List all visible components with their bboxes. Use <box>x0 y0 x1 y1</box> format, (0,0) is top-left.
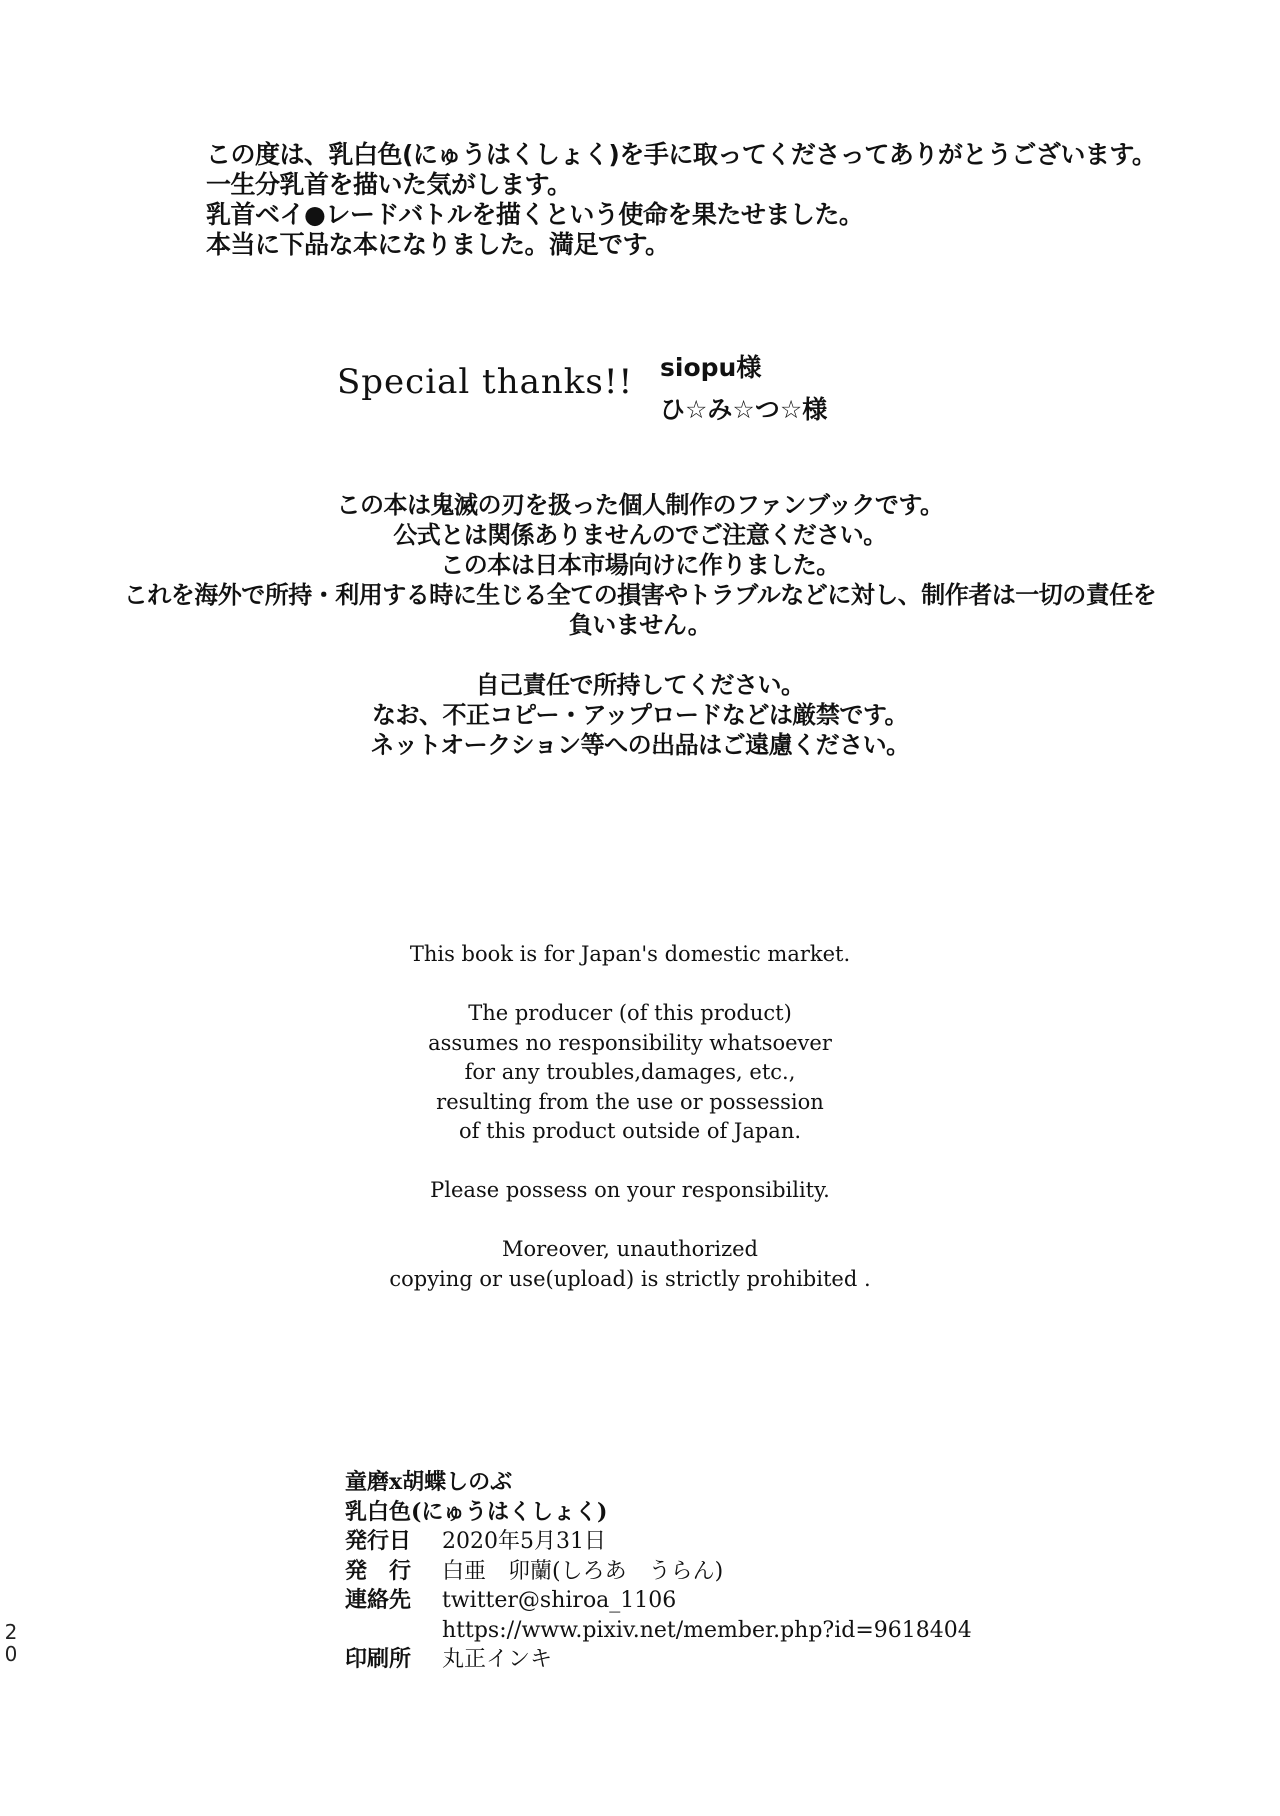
english-line: copying or use(upload) is strictly prohibited . <box>389 1266 871 1291</box>
contact-twitter: twitter@shiroa_1106 <box>442 1588 677 1613</box>
page-number-digit: 2 <box>4 1620 18 1644</box>
afterword-line: 乳首ベイ●レードバトルを描くという使命を果たせました。 <box>206 200 864 229</box>
english-line: assumes no responsibility whatsoever <box>428 1030 832 1055</box>
paragraph-gap <box>380 1147 880 1177</box>
special-thanks-title: Special thanks!! <box>337 362 634 402</box>
colophon-printer-row <box>345 1645 972 1675</box>
page-number-digit: 0 <box>4 1642 18 1666</box>
publisher-value: 白亜 卯蘭(しろあ うらん) <box>442 1558 724 1584</box>
contact-spacer <box>345 1616 442 1646</box>
colophon <box>345 1468 972 1675</box>
disclaimer-line: 公式とは関係ありませんのでご注意ください。 <box>393 521 887 549</box>
thanks-name: ひ☆み☆つ☆様 <box>660 395 828 424</box>
afterword-line: 一生分乳首を描いた気がします。 <box>206 170 572 199</box>
colophon-title: 乳白色(にゅうはくしょく) <box>345 1498 608 1525</box>
contact-pixiv: https://www.pixiv.net/member.php?id=9618404 <box>442 1617 972 1643</box>
afterword <box>206 140 1156 260</box>
disclaimer-line: 負いません。 <box>568 611 712 639</box>
afterword-line: 本当に下品な本になりました。満足です。 <box>206 230 670 259</box>
japanese-disclaimer <box>0 490 1280 760</box>
disclaimer-line: この本は日本市場向けに作りました。 <box>440 551 840 579</box>
page-number <box>2 1621 20 1665</box>
printer-value: 丸正インキ <box>442 1647 553 1672</box>
colophon-date-row <box>345 1527 972 1557</box>
thanks-name: siopu様 <box>660 353 762 382</box>
disclaimer-line: なお、不正コピー・アップロードなどは厳禁です。 <box>372 701 908 729</box>
english-line: This book is for Japan's domestic market. <box>409 942 851 966</box>
disclaimer-line: この本は鬼滅の刃を扱った個人制作のファンブックです。 <box>336 491 944 519</box>
english-line: of this product outside of Japan. <box>458 1119 802 1143</box>
printer-label: 印刷所 <box>345 1646 412 1672</box>
colophon-publisher-row <box>345 1557 972 1587</box>
colophon-contact-row-2 <box>345 1616 972 1646</box>
english-line: Please possess on your responsibility. <box>430 1178 830 1202</box>
english-line: resulting from the use or possession <box>436 1089 824 1114</box>
disclaimer-line: これを海外で所持・利用する時に生じる全ての損害やトラブルなどに対し、制作者は一切の責任を <box>123 581 1157 609</box>
date-label: 発行日 <box>345 1528 412 1554</box>
colophon-contact-row <box>345 1586 972 1616</box>
publisher-label: 発 行 <box>345 1557 412 1584</box>
english-line: Moreover, unauthorized <box>501 1237 759 1261</box>
paragraph-gap <box>0 640 1280 670</box>
disclaimer-line: 自己責任で所持してください。 <box>475 671 805 699</box>
paragraph-gap <box>380 970 880 1000</box>
english-line: for any troubles,damages, etc., <box>464 1060 796 1084</box>
english-disclaimer <box>380 940 880 1294</box>
colophon-pairing: 童磨x胡蝶しのぶ <box>345 1469 513 1495</box>
english-line: The producer (of this product) <box>468 1001 792 1025</box>
contact-label: 連絡先 <box>345 1587 412 1613</box>
special-thanks-names <box>660 347 827 431</box>
afterword-line: この度は、乳白色(にゅうはくしょく)を手に取ってくださってありがとうございます。 <box>206 140 1157 169</box>
paragraph-gap <box>380 1206 880 1236</box>
date-value: 2020年5月31日 <box>442 1529 606 1554</box>
disclaimer-line: ネットオークション等への出品はご遠慮ください。 <box>370 731 910 759</box>
